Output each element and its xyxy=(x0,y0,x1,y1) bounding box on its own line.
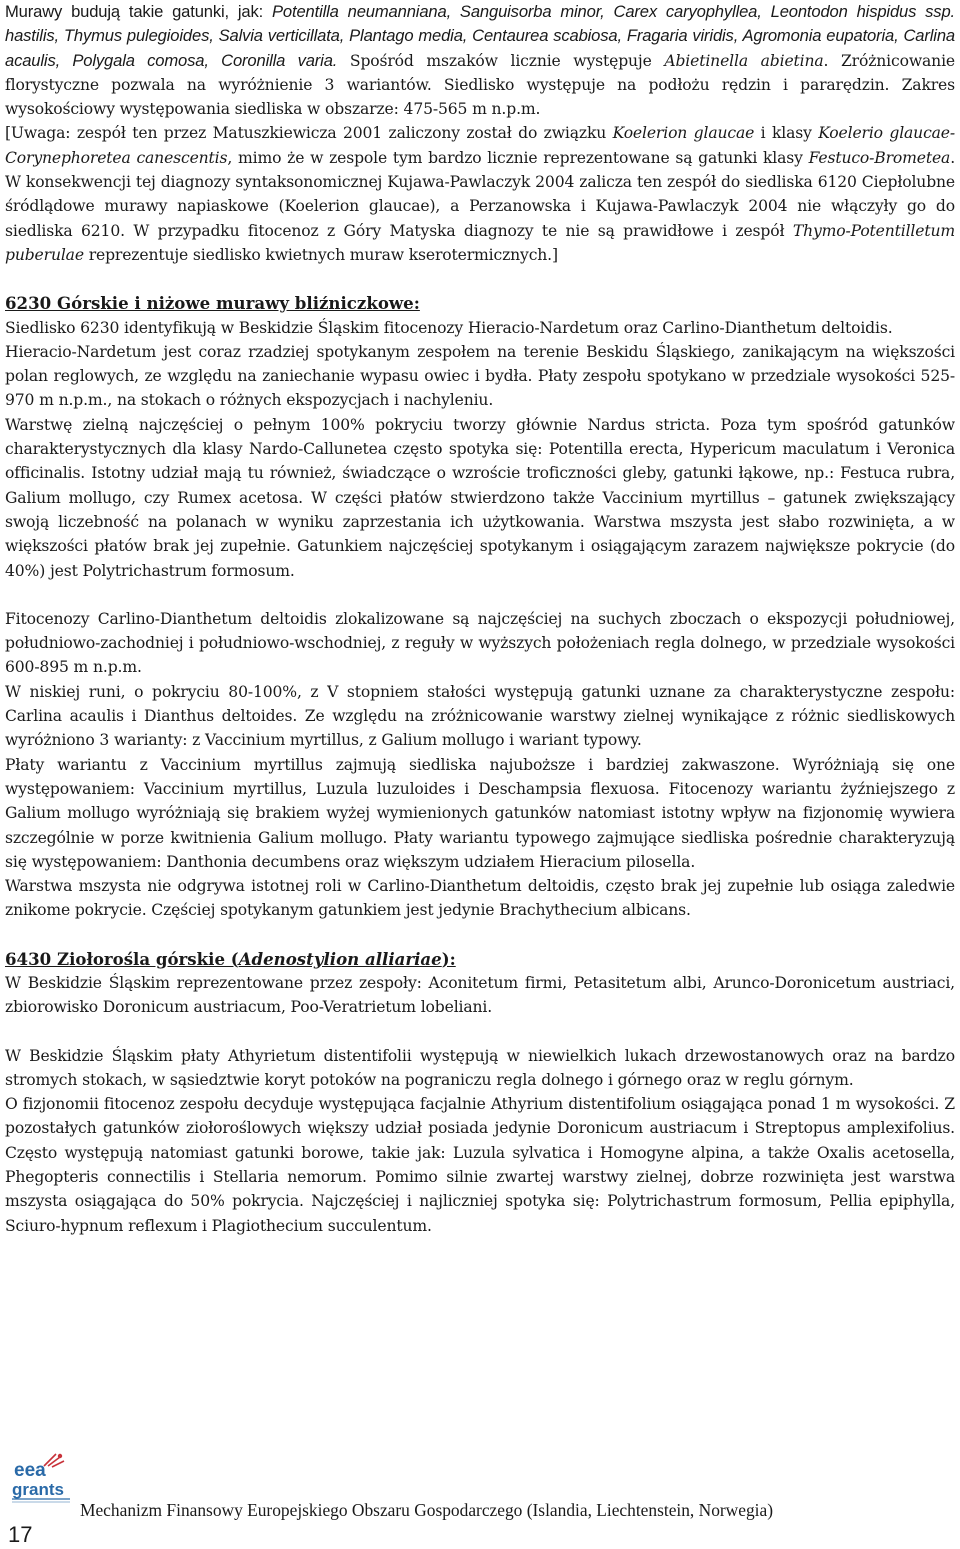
intro-lead: Murawy budują takie gatunki, jak: xyxy=(5,2,272,21)
logo-eea-text: eea xyxy=(14,1460,46,1481)
section-6430-heading-a: 6430 Ziołorośla górskie ( xyxy=(5,948,239,969)
section-6230-p5: W niskiej runi, o pokryciu 80-100%, z V stopniem stałości występują gatunki uznane za charakterystyczne zespołu: Carlina acaulis i Dianthus deltoides. Ze względu na zróżnicowanie warstwy zielnej wynikające z różnic siedliskowych wyróżniono 3 warianty: z Vaccinium myrtillus, z Galium mollugo i wariant typowy. xyxy=(5,682,955,750)
section-6430-p1: W Beskidzie Śląskim reprezentowane przez zespoły: Aconitetum firmi, Petasitetum albi, Arunco-Doronicetum austriaci, zbiorowisko Doronicum austriacum, Poo-Veratrietum lobeliani. xyxy=(5,973,955,1017)
note-text-e: , mimo że w zespole tym bardzo licznie reprezentowane są gatunki klasy xyxy=(227,148,809,167)
spacer xyxy=(5,583,955,607)
logo-grants-text: grants xyxy=(12,1480,64,1499)
section-6230-heading-text: 6230 Górskie i niżowe murawy bliźniczkowe: xyxy=(5,293,420,314)
section-6430-heading-alliance: Adenostylion alliariae xyxy=(238,948,442,969)
intro-moss-species: Abietinella abietina xyxy=(664,51,824,70)
note-text-a: [Uwaga: zespół ten przez Matuszkiewicza 2001 zaliczony został do związku xyxy=(5,124,613,143)
spacer xyxy=(5,267,955,291)
note-text-i: reprezentuje siedlisko kwietnych muraw kserotermicznych.] xyxy=(83,245,558,264)
page-number: 17 xyxy=(8,1522,33,1547)
note-text-g: . W konsekwencji tej diagnozy syntaksonomicznej Kujawa-Pawlaczyk 2004 zalicza ten zespół do siedliska 6120 Ciepłolubne śródlądowe murawy napiaskowe (Koelerion glaucae), a Perzanowska i Kujawa-Pawlaczyk 2004 nie włączyły go do siedliska 6210. W przypadku fitocenoz z Góry Matyska diagnozy te nie są prawidłowe i zespół xyxy=(5,148,955,240)
note-italic-b: Koelerion glaucae xyxy=(612,124,755,143)
note-italic-d: Koelerio glaucae-Corynephoretea canescentis xyxy=(5,124,955,167)
section-6430-p2: W Beskidzie Śląskim płaty Athyrietum distentifolii występują w niewielkich lukach drzewostanowych oraz na bardzo stromych stokach, w sąsiedztwie koryt potoków na pograniczu regla dolnego i górnego oraz w reglu górnym. xyxy=(5,1046,955,1089)
section-6230-p6: Płaty wariantu z Vaccinium myrtillus zajmują siedliska najuboższe i bardziej zakwaszone. Wyróżniają się one występowaniem: Vaccinium myrtillus, Luzula luzuloides i Deschampsia flexuosa. Fitocenozy wariantu żyźniejszego z Galium mollugo wyróżniają się brakiem wyżej wymienionych gatunków natomiast istotny wpływ na fizjonomię wywiera szczególnie w porze kwitnienia Galium mollugo. Płaty wariantu typowego zajmujące siedliska pośrednie charakteryzują się występowaniem: Danthonia decumbens oraz większym udziałem Hieracium pilosella. xyxy=(5,755,955,871)
section-6430-p3: O fizjonomii fitocenoz zespołu decyduje występująca facjalnie Athyrium distentifolium osiągająca ponad 1 m wysokości. Z pozostałych gatunków ziołoroślowych większy udział posiada jedynie Doronicum austriacum i Streptopus amplexifolius. Często występują natomiast gatunki borowe, takie jak: Luzula sylvatica i Homogyne alpina, a także Oxalis acetosella, Phegopteris connectilis i Stellaria nemorum. Pomimo silnie zwartej warstwy zielnej, dobrze rozwinięta jest warstwa mszysta osiągająca do 50% pokrycia. Najczęściej i najliczniej spotyka się: Polytrichastrum formosum, Pellia epiphylla, Sciuro-hypnum reflexum i Plagiothecium succulentum. xyxy=(5,1095,955,1235)
note-italic-h: Thymo-Potentilletum puberulae xyxy=(5,221,955,264)
section-6230-heading xyxy=(5,291,955,315)
intro-text-1: Spośród mszaków licznie występuje xyxy=(337,51,665,70)
section-6430-heading-c: ): xyxy=(441,948,456,969)
note-text-c: i klasy xyxy=(754,124,819,143)
note-paragraph xyxy=(5,121,955,267)
section-6230-p3: Warstwę zielną najczęściej o pełnym 100% pokryciu tworzy głównie Nardus stricta. Poza tym spośród gatunków charakterystycznych dla klasy Nardo-Callunetea często spotyka się: Potentilla erecta, Hypericum maculatum i Veronica officinalis. Istotny udział mają tu również, świadczące o wzroście troficzności gleby, gatunki łąkowe, np.: Festuca rubra, Galium mollugo, czy Rumex acetosa. W części płatów stwierdzono także Vaccinium myrtillus – gatunek zwiększający swoją liczebność na polanach w wyniku zaprzestania ich użytkowania. Warstwa mszysta jest słabo rozwinięta, a w większości płatów brak jej zupełnie. Gatunkiem najczęściej spotykanym i osiągającym zarazem największe pokrycie (do 40%) jest Polytrichastrum formosum. xyxy=(5,415,955,580)
intro-species-list: Potentilla neumanniana, Sanguisorba minor, Carex caryophyllea, Leontodon hispidus ssp. hastilis, Thymus pulegioides, Salvia verticillata, Plantago media, Centaurea scabiosa, Fragaria viridis, Agromonia eupatoria, Carlina acaulis, Polygala comosa, Coronilla varia. xyxy=(5,2,955,70)
intro-text-2: . Zróżnicowanie florystyczne pozwala na wyróżnienie 3 wariantów. Siedlisko występuje na podłożu rędzin i pararędzin. Zakres wysokościowy występowania siedliska w obszarze: 475-565 m n.p.m. xyxy=(5,51,955,119)
spacer xyxy=(5,923,955,947)
section-6430-heading xyxy=(5,947,955,971)
page-footer xyxy=(0,1440,960,1549)
section-6230-p1: Siedlisko 6230 identyfikują w Beskidzie Śląskim fitocenozy Hieracio-Nardetum oraz Carlino-Dianthetum deltoidis. xyxy=(5,318,893,337)
section-6230-p2: Hieracio-Nardetum jest coraz rzadziej spotykanym zespołem na terenie Beskidu Śląskiego, zanikającym na większości polan reglowych, ze względu na zaniechanie wypasu owiec i bydła. Płaty zespołu spotykano w przedziale wysokości 525-970 m n.p.m., na stokach o różnych ekspozycjach i nachyleniu. xyxy=(5,342,955,410)
intro-paragraph xyxy=(5,0,955,121)
section-6230-p4: Fitocenozy Carlino-Dianthetum deltoidis zlokalizowane są najczęściej na suchych zboczach o ekspozycji południowej, południowo-zachodniej i południowo-wschodniej, z reguły w wyższych położeniach regla dolnego, w przedziale wysokości 600-895 m n.p.m. xyxy=(5,609,955,677)
spacer xyxy=(5,1020,955,1044)
eea-grants-logo xyxy=(8,1446,74,1508)
note-italic-f: Festuco-Brometea xyxy=(808,148,951,167)
section-6230-p7: Warstwa mszysta nie odgrywa istotnej roli w Carlino-Dianthetum deltoidis, często brak jej zupełnie lub osiąga zaledwie znikome pokrycie. Częściej spotykanym gatunkiem jest jedynie Brachythecium albicans. xyxy=(5,877,955,920)
footer-text: Mechanizm Finansowy Europejskiego Obszaru Gospodarczego (Islandia, Liechtenstein, Norwegia) xyxy=(80,1500,773,1520)
